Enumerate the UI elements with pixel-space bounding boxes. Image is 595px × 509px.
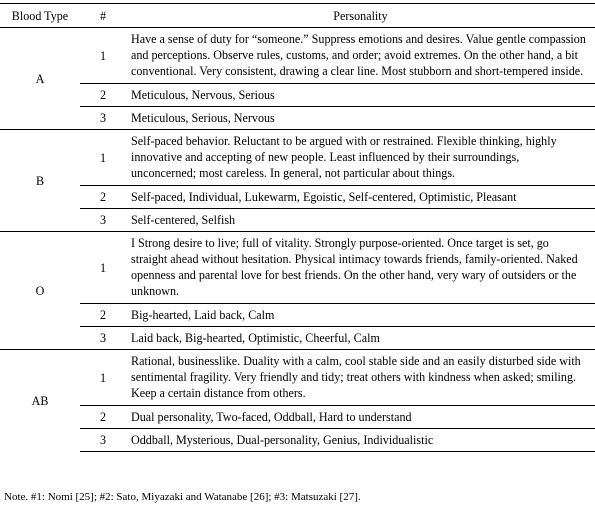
header-personality: Personality	[126, 4, 595, 28]
row-number: 3	[80, 209, 126, 232]
personality-text: Laid back, Big-hearted, Optimistic, Cheerful, Calm	[131, 331, 380, 345]
table-row	[0, 209, 595, 232]
personality-cell	[126, 406, 595, 429]
personality-cell	[126, 232, 595, 304]
blood-type-cell: B	[0, 130, 80, 232]
row-number: 1	[80, 232, 126, 304]
personality-text: Meticulous, Nervous, Serious	[131, 88, 275, 102]
personality-cell	[126, 28, 595, 84]
table-row	[0, 304, 595, 327]
personality-text: Dual personality, Two-faced, Oddball, Hard to understand	[131, 410, 412, 424]
personality-cell	[126, 130, 595, 186]
table-row	[0, 107, 595, 130]
table-row	[0, 84, 595, 107]
table-header-row	[0, 4, 595, 28]
header-blood-type: Blood Type	[0, 4, 80, 28]
table-row	[0, 429, 595, 452]
blood-type-personality-table	[0, 3, 595, 452]
personality-text: Have a sense of duty for “someone.” Suppress emotions and desires. Value gentle compassion and perceptions. Observe rules, customs, and order; avoid extremes. On the other hand, a bit conventional. Very consistent, drawing a clear line. Most stubborn and short-tempered inside.	[131, 32, 586, 78]
personality-text: Self-paced behavior. Reluctant to be argued with or restrained. Flexible thinking, highly innovative and accepting of new people. Least influenced by their surroundings, unconcerned; most careless. In general, not particular about things.	[131, 134, 557, 180]
table-row	[0, 406, 595, 429]
personality-text: Self-centered, Selfish	[131, 213, 236, 227]
table-row	[0, 232, 595, 304]
row-number: 3	[80, 107, 126, 130]
row-number: 1	[80, 28, 126, 84]
row-number: 3	[80, 327, 126, 350]
personality-text: Self-paced, Individual, Lukewarm, Egoistic, Self-centered, Optimistic, Pleasant	[131, 190, 517, 204]
personality-cell	[126, 429, 595, 452]
personality-cell	[126, 209, 595, 232]
personality-cell	[126, 327, 595, 350]
blood-type-cell: A	[0, 28, 80, 130]
row-number: 2	[80, 84, 126, 107]
personality-text: Oddball, Mysterious, Dual-personality, Genius, Individualistic	[131, 433, 434, 447]
row-number: 3	[80, 429, 126, 452]
personality-cell	[126, 186, 595, 209]
table-row	[0, 28, 595, 84]
table-row	[0, 186, 595, 209]
row-number: 1	[80, 350, 126, 406]
blood-type-cell: AB	[0, 350, 80, 452]
personality-cell	[126, 304, 595, 327]
personality-text: Meticulous, Serious, Nervous	[131, 111, 275, 125]
table-note: Note. #1: Nomi [25]; #2: Sato, Miyazaki and Watanabe [26]; #3: Matsuzaki [27].	[4, 491, 361, 503]
row-number: 1	[80, 130, 126, 186]
row-number: 2	[80, 304, 126, 327]
personality-cell	[126, 350, 595, 406]
table-body	[0, 28, 595, 452]
personality-text: Rational, businesslike. Duality with a calm, cool stable side and an easily disturbed side with sentimental fragility. Very friendly and tidy; treat others with kindness when asked; smiling. Keep a certain distance from others.	[131, 354, 581, 400]
header-number: #	[80, 4, 126, 28]
row-number: 2	[80, 406, 126, 429]
table-row	[0, 350, 595, 406]
personality-text: I Strong desire to live; full of vitality. Strongly purpose-oriented. Once target is set, go straight ahead without hesitation. Physical intimacy towards friends, family-oriented. Naked openness and parental love for best friends. On the other hand, very wary of outsiders or the unknown.	[131, 236, 578, 298]
personality-cell	[126, 84, 595, 107]
blood-type-cell: O	[0, 232, 80, 350]
row-number: 2	[80, 186, 126, 209]
table-row	[0, 327, 595, 350]
table-row	[0, 130, 595, 186]
personality-text: Big-hearted, Laid back, Calm	[131, 308, 275, 322]
personality-cell	[126, 107, 595, 130]
